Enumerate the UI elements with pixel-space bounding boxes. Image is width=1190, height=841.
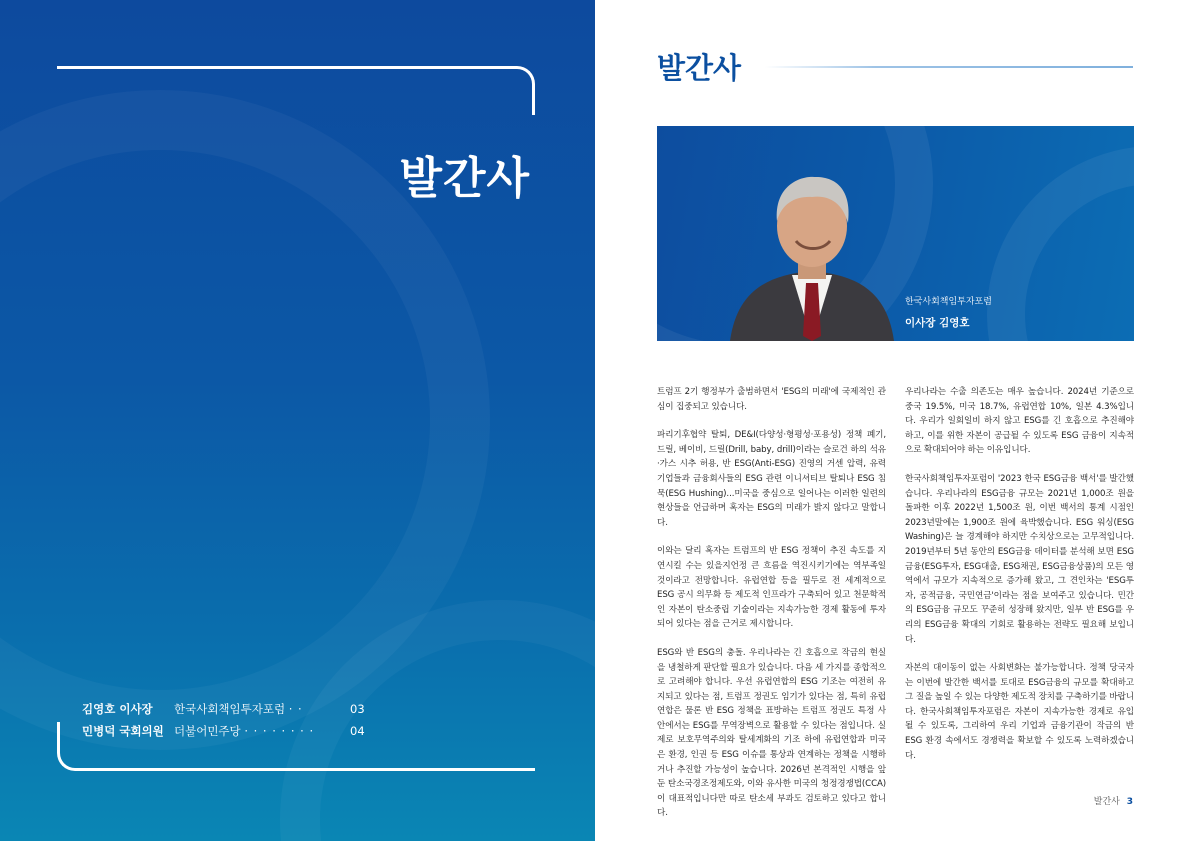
toc-leader-dots: · · · · · · · · [244,724,315,738]
paragraph: 트럼프 2기 행정부가 출범하면서 'ESG의 미래'에 국제적인 관심이 집중되고 있습니다. [657,387,886,412]
caption-name: 이사장 김영호 [905,317,970,329]
toc-org-text: 한국사회책임투자포럼 [174,702,286,716]
footer-page-number: 3 [1126,797,1133,807]
toc-author: 민병덕 국회의원 [82,724,164,738]
paragraph: 우리나라는 수출 의존도는 매우 높습니다. 2024년 기준으로 중국 19.5%, 미국 18.7%, 유럽연합 10%, 일본 4.3%입니다. 우리가 일회일비 하지 않고 ESG를 긴 호흡으로 추진해야 하고, 이를 위한 자본이 공급될 수 있도록 ESG 금융이 지속적으로 확대되어야 하는 이유입니다. [905,387,1134,456]
body-column-left [657,385,886,835]
body-column-right [905,385,1134,777]
paragraph: 한국사회책임투자포럼이 '2023 한국 ESG금융 백서'를 발간했습니다. 우리나라의 ESG금융 규모는 2021년 1,000조 원을 돌파한 이후 2022년 1,500조 원, 이번 백서의 통계 시점인 2023년말에는 1,900조 원에 육박했습니다. ESG 워싱(ESG Washing)은 늘 경계해야 하지만 수치상으로는 고무적입니다. 2019년부터 5년 동안의 ESG금융 데이터를 분석해 보면 ESG금융(ESG투자, ESG대출, ESG채권, ESG금융상품)의 모든 영역에서 규모가 지속적으로 증가해 왔고, 그 견인차는 'ESG투자, 공적금융, 국민연금'이라는 점을 보여주고 있습니다. 민간의 ESG금융 규모도 꾸준히 성장해 왔지만, 일부 반 ESG를 우리의 ESG금융 확대의 기회로 활용하는 전략도 필요해 보입니다. [905,473,1134,645]
toc-page-number: 04 [350,724,365,738]
portrait-banner [657,126,1134,341]
section-title: 발간사 [399,153,530,204]
toc-org-text: 더불어민주당 [174,724,241,738]
portrait-photo [722,171,902,341]
footer-section-label: 발간사 [1093,797,1120,807]
toc-author: 김영호 이사장 [82,702,153,716]
portrait-caption [905,294,992,330]
caption-organization: 한국사회책임투자포럼 [905,297,992,307]
paragraph: 이와는 달리 혹자는 트럼프의 반 ESG 정책이 추진 속도를 지연시킬 수는 있을지언정 큰 흐름을 역진시키기에는 역부족일 것이라고 전망합니다. 유럽연합 등을 필두로 전 세계적으로 ESG 공시 의무화 등 제도적 인프라가 구축되어 있고 천문학적인 자본이 탄소중립 기술이라는 지속가능한 경제 활동에 투자되어 있다는 점을 근거로 제시합니다. [657,546,886,630]
paragraph: 파리기후협약 탈퇴, DE&I(다양성·형평성·포용성) 정책 폐기, 드릴, 베이비, 드릴(Drill, baby, drill)이라는 슬로건 하의 석유·가스 시추 허용, 반 ESG(Anti-ESG) 진영의 거센 압력, 유력 기업들과 금융회사들의 ESG 관련 이니셔티브 탈퇴나 ESG 침묵(ESG Hushing)...미국을 중심으로 일어나는 이러한 일련의 현상들을 언급하며 혹자는 ESG의 미래가 밝지 않다고 말합니다. [657,430,886,528]
toc-leader-dots: · · [288,702,303,716]
page-footer [1094,794,1133,807]
content-right-page [595,0,1190,841]
frame-top-line [57,66,535,115]
frame-bottom-line [57,722,535,771]
paragraph: 자본의 대이동이 없는 사회변화는 불가능합니다. 정책 당국자는 이번에 발간한 백서를 토대로 ESG금융의 규모를 확대하고 그 질을 높일 수 있는 다양한 제도적 장치를 구축하기를 바랍니다. 한국사회책임투자포럼은 자본이 지속가능한 경제로 유입될 수 있도록, 그리하여 우리 기업과 금융기관이 작금의 반 ESG 환경 속에서도 경쟁력을 확보할 수 있도록 노력하겠습니다. [905,663,1134,761]
paragraph: ESG와 반 ESG의 충돌. 우리나라는 긴 호흡으로 작금의 현실을 냉철하게 판단할 필요가 있습니다. 다음 세 가지를 종합적으로 고려해야 합니다. 우선 유럽연합의 ESG 기조는 여전히 유지되고 있다는 점, 트럼프 정권도 임기가 있다는 점, 특히 유럽연합은 물론 반 ESG 정책을 표방하는 트럼프 정권도 특정 사안에서는 ESG를 무역장벽으로 활용할 수 있다는 점입니다. 실제로 보호무역주의와 탈세계화의 기조 하에 유럽연합과 미국은 환경, 인권 등 ESG 이슈를 통상과 연계하는 정책을 시행하거나 추진할 가능성이 높습니다. 2026년 본격적인 시행을 앞둔 탄소국경조정제도와, 이와 유사한 미국의 청정경쟁법(CCA)이 대표적입니다만 따로 탄소세 부과도 검토하고 있다고 합니다. [657,647,886,819]
toc-affiliation [174,698,350,720]
banner-arc-decoration [987,146,1134,341]
heading-divider [765,66,1133,68]
toc-page-number: 03 [350,702,365,716]
toc-entry-1[interactable] [82,698,370,720]
page-heading: 발간사 [657,51,742,85]
